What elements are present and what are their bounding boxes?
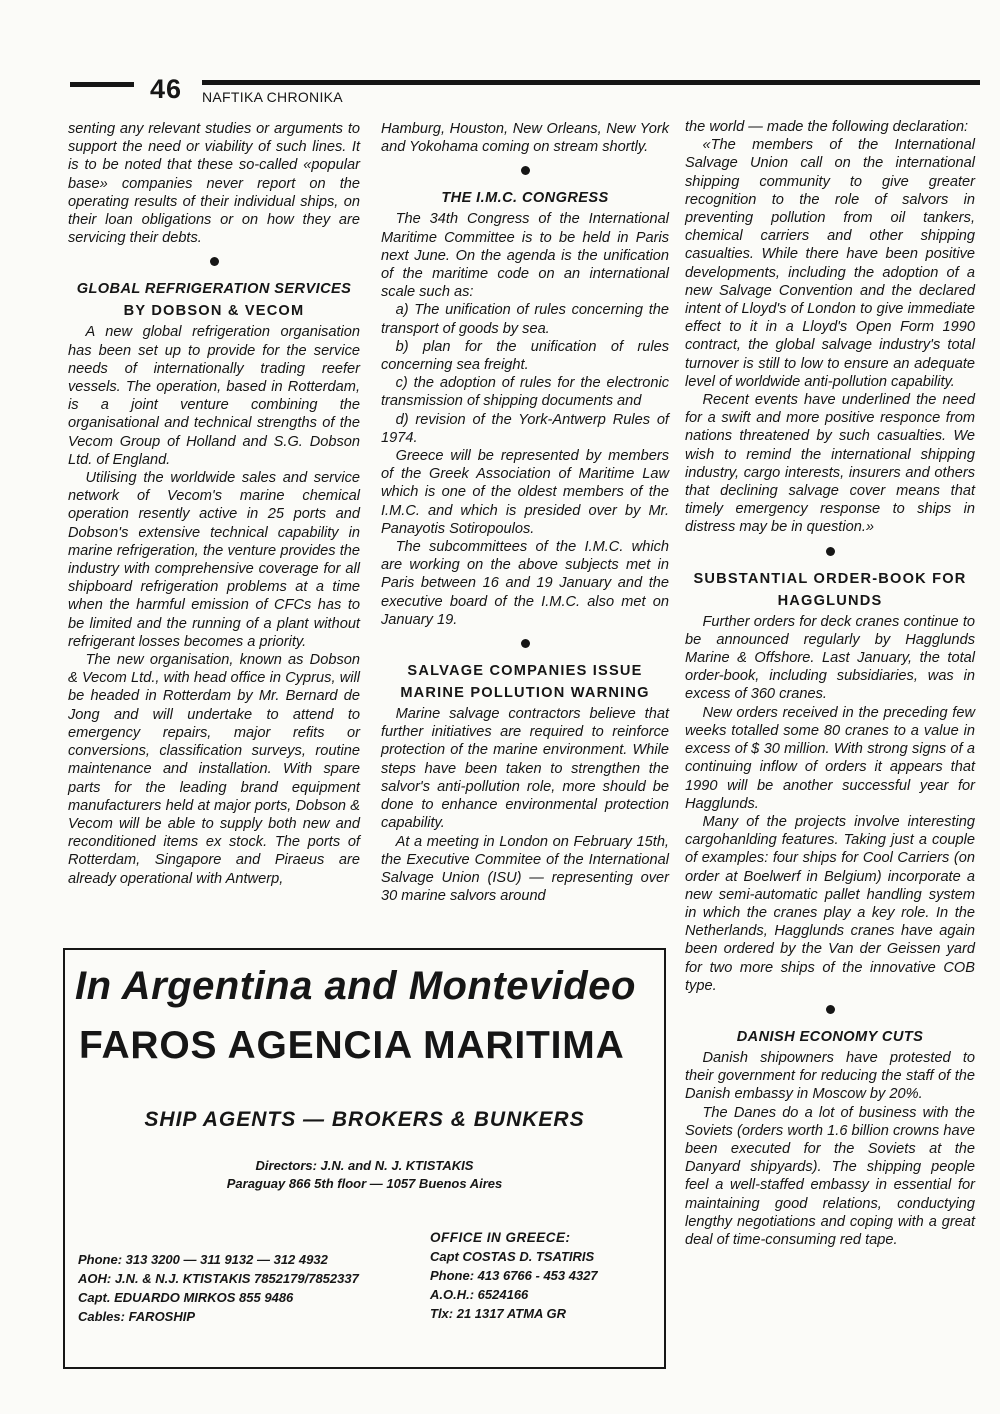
ad-captain: Capt. EDUARDO MIRKOS 855 9486 (78, 1290, 294, 1305)
article-paragraph: Many of the projects involve interesting cargohanlding features. Taking just a couple of examples: four ships for Cool Carriers (on order at Boelwerf in Belgium) incorporate a new semi-automatic pallet handling system in which the cranes play a key role. In the Netherlands, Hagglunds cranes have again been ordered by the Van der Geissen yard for two more ships of the innovative COB type. (685, 813, 975, 994)
ad-office-aoh: A.O.H.: 6524166 (430, 1287, 529, 1302)
article-paragraph: c) the adoption of rules for the electronic transmission of shipping documents and (381, 375, 669, 410)
ad-contact-block (78, 1250, 359, 1326)
ad-address: Paraguay 866 5th floor — 1057 Buenos Aires (226, 1176, 503, 1191)
article-paragraph: Further orders for deck cranes continue to be announced regularly by Hagglunds Marine & Offshore. Last January, the total order-book, including subsidiaries, was in excess of 360 cranes. (685, 613, 975, 703)
article-paragraph: The 34th Congress of the International Maritime Committee is to be held in Paris next June. On the agenda is the unification of the maritime code on an international scale such as: (381, 211, 669, 301)
column-1-intro-paragraph: senting any relevant studies or arguments to support the need or viability of such lines. It is to be noted that these so-called «popular base» companies never report on the operating results of their individual ships, on their loan obligations or on how they are servicing their debts. (68, 121, 360, 247)
ad-office-telex: Tlx: 21 1317 ATMA GR (430, 1306, 567, 1321)
article-paragraph: New orders received in the preceding few weeks totalled some 80 cranes to a value in excess of $ 30 million. With strong signs of a continuing inflow of orders it appears that 1990 will be another successful year for Hagglunds. (685, 704, 975, 812)
article-title: DANISH ECONOMY CUTS (736, 1028, 924, 1045)
column-1 (68, 120, 360, 888)
ad-cables: Cables: FAROSHIP (78, 1309, 196, 1324)
column-3-intro-paragraph: the world — made the following declaration: (685, 119, 969, 135)
article-paragraph: Greece will be represented by members of the Greek Association of Maritime Law which is one of the oldest members of the I.M.C. and which is presided over by Mr. Panayotis Sotiropoulos. (381, 448, 669, 537)
article-title: THE I.M.C. CONGRESS (441, 190, 609, 207)
article-paragraph: Danish shipowners have protested to their government for reducing the staff of the Danish embassy in Moscow by 20%. (685, 1049, 975, 1103)
article-paragraph: a) The unification of rules concerning the transport of goods by sea. (381, 302, 669, 337)
header-rule-left (70, 82, 134, 87)
ad-directors: Directors: J.N. and N. J. KTISTAKIS (255, 1158, 474, 1173)
article-paragraph: At a meeting in London on February 15th, the Executive Commitee of the International Salvage Union (ISU) — representing over 30 marine salvors around (381, 833, 669, 905)
column-3 (685, 118, 975, 1249)
column-2-intro-paragraph: Hamburg, Houston, New Orleans, New York and Yokohama coming on stream shortly. (381, 121, 669, 156)
article-paragraph: Marine salvage contractors believe that further initiatives are required to reinforce protection of the marine environment. While steps have been taken to strengthen the salvor's anti-pollution role, more should be done to enhance environmental protection capability. (381, 706, 669, 832)
article-title-line: HAGGLUNDS (777, 592, 883, 609)
quote-paragraph: «The members of the International Salvage Union call on the international shipping community to give greater recognition to the role of salvors in preventing pollution from oil tankers, chemical carriers and other shipping casualties. While there have been positive developments, including the adoption of a new Salvage Convention and the declared intent of Lloyd's of London to give immediate effect to it in a Lloyd's Open Form 1990 contract, the global salvage industry's total turnover is still to low to ensure an adequate level of worldwide anti-pollution capability. (685, 137, 975, 390)
publication-name: NAFTIKA CHRONIKA (202, 89, 343, 105)
ad-office-label: OFFICE IN GREECE: (430, 1230, 571, 1245)
ad-office-phone: Phone: 413 6766 - 453 4327 (430, 1268, 598, 1283)
article-title-line: MARINE POLLUTION WARNING (400, 685, 650, 702)
article-paragraph: Utilising the worldwide sales and service network of Vecom's marine chemical operation resently active in 25 ports and Dobson's extensive technical capability in marine refrigeration, the venture provides the industry with comprehensive coverage for all shipboard refrigeration problems at a time when the harmful emission of CFCs has to be limited and the running of a plant without refrigerant losses becomes a priority. (68, 470, 360, 650)
ad-greece-office-block (430, 1228, 598, 1323)
article-paragraph: d) revision of the York-Antwerp Rules of 1974. (381, 411, 669, 446)
bullet-separator (826, 1005, 835, 1014)
ad-headline: In Argentina and Montevideo (75, 964, 636, 1008)
article-title-line: SALVAGE COMPANIES ISSUE (407, 663, 643, 680)
article-paragraph: The subcommittees of the I.M.C. which are working on the above subjects met in Paris between 16 and 19 January and the executive board of the I.M.C. also met on January 19. (381, 539, 669, 628)
bullet-separator (210, 257, 219, 266)
article-title-line: GLOBAL REFRIGERATION SERVICES (76, 281, 352, 298)
article-title-line: SUBSTANTIAL ORDER-BOOK FOR (693, 570, 967, 587)
quote-paragraph: Recent events have underlined the need for a swift and more positive responce from nations threatened by such casualties. We wish to remind the international shipping industry, cargo interests, insurers and others that declining salvage cover means that timely emergency response to ships in distress may be in question.» (685, 392, 975, 536)
bullet-separator (521, 166, 530, 175)
article-paragraph: b) plan for the unification of rules concerning sea freight. (381, 338, 669, 374)
advertisement-box (63, 948, 666, 1369)
ad-phone: Phone: 313 3200 — 311 9132 — 312 4932 (78, 1252, 328, 1267)
ad-aoh: AOH: J.N. & N.J. KTISTAKIS 7852179/7852337 (78, 1271, 359, 1286)
ad-company-name: FAROS AGENCIA MARITIMA (79, 1024, 625, 1067)
ad-subheading: SHIP AGENTS — BROKERS & BUNKERS (144, 1108, 585, 1131)
article-title-line: BY DOBSON & VECOM (123, 303, 305, 320)
bullet-separator (826, 547, 835, 556)
article-paragraph: The Danes do a lot of business with the Soviets (orders worth 1.6 billion crowns have been executed for the Soviets at the Danyard shipyards). The shipping people feel a well-staffed embassy in essential for maintaining good relations, conductying lengthy negotiations and coping with a great deal of time-consuming red tape. (685, 1104, 975, 1248)
page-number: 46 (150, 74, 183, 104)
article-paragraph: A new global refrigeration organisation has been set up to provide for the service needs of internationally trading reefer vessels. The operation, based in Rotterdam, is a joint venture combining the organisational and technical strengths of the Vecom Group of Holland and S.G. Dobson Ltd. of England. (68, 324, 360, 468)
bullet-separator (521, 639, 530, 648)
column-2 (381, 120, 669, 905)
header-rule-right (202, 80, 980, 85)
ad-office-captain: Capt COSTAS D. TSATIRIS (430, 1249, 595, 1264)
article-paragraph: The new organisation, known as Dobson & Vecom Ltd., with head office in Cyprus, will be headed in Rotterdam by Mr. Bernard de Jong and will undertake to attend to emergency repairs, major refits or conversions, classification surveys, routine maintenance and installation. With spare parts for the leading brand equipment manufacturers held at major ports, Dobson & Vecom will be able to supply both new and reconditioned items ex stock. The ports of Rotterdam, Singapore and Piraeus are already operational with Antwerp, (68, 652, 360, 887)
